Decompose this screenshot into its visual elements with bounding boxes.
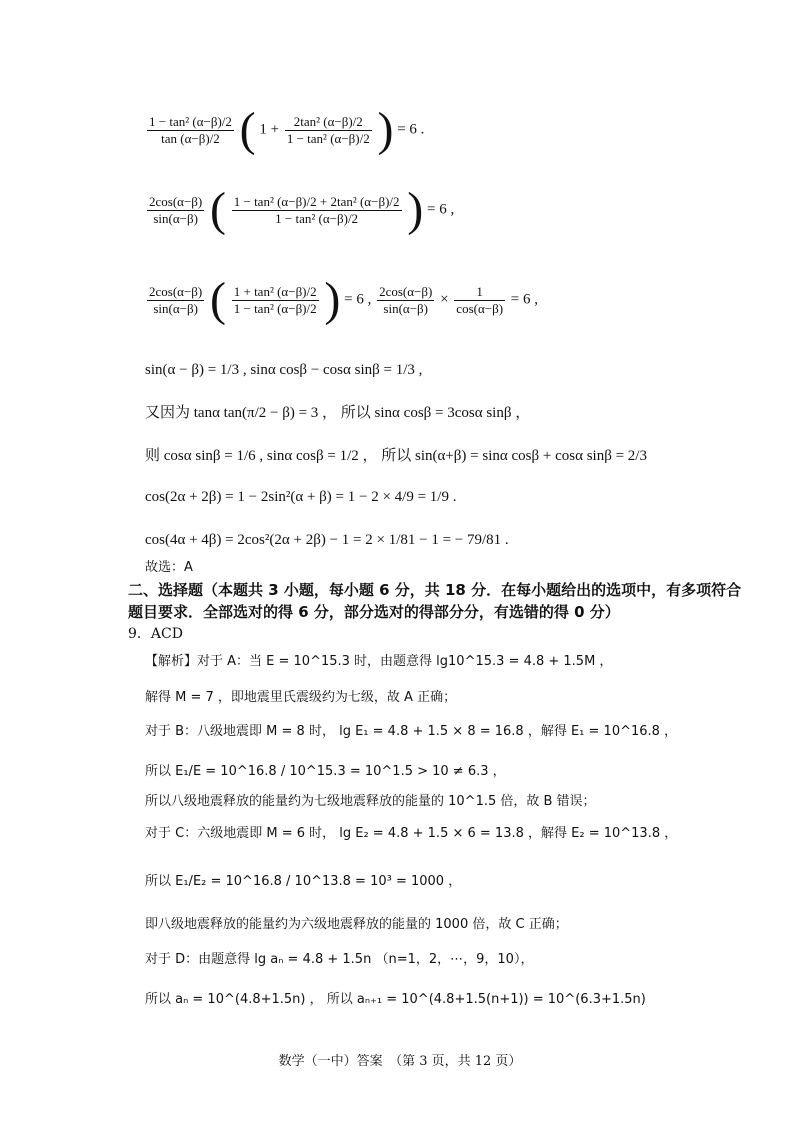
- equation-1: $\frac{\text{1 − tan² (α−β)/2}}{\tan (\alpha-\beta)/2}$ ( 1 + $\frac{\text{2tan² (α−β)/2}}{\text{1 − tan² (α−β)/2}}$ ) = 6 .: [149, 103, 425, 156]
- equation-3: $\frac{2\cos(\alpha-\beta)}{\sin(\alpha-\beta)}$ ( $\frac{\text{1 + tan² (α−β)/2}}{\text{1 − tan² (α−β)/2}}$ ) = 6 , $\frac{2\cos(\alpha-\beta)}{\sin(\alpha-\beta)}$ × $\frac{1}{\cos(\alpha-\beta)}$ = 6 ,: [149, 273, 539, 326]
- q9-line-1: 【解析】对于 A：当 E = 10^15.3 时，由题意得 lg10^15.3 = 4.8 + 1.5M ，: [145, 654, 613, 669]
- eq3-mid: = 6 ,: [344, 291, 372, 308]
- eq3-lhs-den: sin(α−β): [153, 300, 198, 316]
- eq2-inner-den: 1 − tan² (α−β)/2: [275, 210, 359, 226]
- q9-line-6: 对于 C：六级地震即 M = 6 时， lg E₂ = 4.8 + 1.5 × 6 = 13.8 ，解得 E₂ = 10^13.8 ，: [145, 826, 678, 841]
- eq3-b-num: 2cos(α−β): [379, 283, 433, 299]
- equation-6: 则 cosα sinβ = 1/6 , sinα cosβ = 1/2 ， 所以 sin(α+β) = sinα cosβ + cosα sinβ = 2/3: [145, 448, 647, 464]
- eq2-inner-num: 1 − tan² (α−β)/2 + 2tan² (α−β)/2: [233, 193, 400, 209]
- eq3-c-den: cos(α−β): [456, 300, 504, 316]
- eq1-inner-num: 2tan² (α−β)/2: [285, 114, 372, 131]
- eq3-rhs: = 6 ,: [510, 291, 539, 308]
- q9-line-8: 即八级地震释放的能量约为六级地震释放的能量的 1000 倍，故 C 正确；: [145, 917, 568, 932]
- eq3-c-num: 1: [454, 284, 505, 301]
- equation-5: 又因为 tanα tan(π/2 − β) = 3 ， 所以 sinα cosβ = 3cosα sinβ ，: [145, 405, 531, 421]
- eq2-lhs-num: 2cos(α−β): [149, 193, 203, 209]
- eq1-lhs-den: tan (α−β)/2: [161, 130, 220, 146]
- eq1-lhs-num: 1 − tan² (α−β)/2: [149, 113, 232, 129]
- q9-title: 9．ACD: [128, 626, 183, 642]
- q9-line-9: 对于 D：由题意得 lg aₙ = 4.8 + 1.5n （n=1，2，⋯，9，10），: [145, 952, 534, 967]
- section-2-heading-line1: 二、选择题（本题共 3 小题，每小题 6 分，共 18 分．在每小题给出的选项中，有多项符合: [128, 581, 742, 599]
- answer-8: 故选：A: [145, 560, 193, 575]
- q9-line-2: 解得 M = 7 ，即地震里氏震级约为七级，故 A 正确；: [145, 690, 457, 705]
- eq3-inner-den: 1 − tan² (α−β)/2: [233, 300, 317, 316]
- q9-line-7: 所以 E₁/E₂ = 10^16.8 / 10^13.8 = 10³ = 1000 ，: [145, 874, 462, 889]
- eq3-inner-num: 1 + tan² (α−β)/2: [233, 283, 317, 299]
- q9-line-10: 所以 aₙ = 10^(4.8+1.5n) ， 所以 aₙ₊₁ = 10^(4.8+1.5(n+1)) = 10^(6.3+1.5n): [145, 992, 646, 1007]
- eq3-b-den: sin(α−β): [383, 300, 428, 316]
- eq3-lhs-num: 2cos(α−β): [149, 283, 203, 299]
- equation-2: $\frac{2\cos(\alpha-\beta)}{\sin(\alpha-\beta)}$ ( $\frac{\text{1 − tan² (α−β)/2 + 2tan² (α−β)/2}}{\text{1 − tan² (α−β)/2}}$ ) = 6 ,: [149, 183, 455, 236]
- equation-7: cos(2α + 2β) = 1 − 2sin²(α + β) = 1 − 2 × 4/9 = 1/9 .: [145, 489, 457, 505]
- q9-line-3: 对于 B：八级地震即 M = 8 时， lg E₁ = 4.8 + 1.5 × 8 = 16.8 ，解得 E₁ = 10^16.8 ，: [145, 724, 678, 739]
- page-footer: 数学（一中）答案 （第 3 页，共 12 页）: [278, 1054, 522, 1069]
- eq2-rhs: = 6 ,: [427, 201, 455, 218]
- section-2-heading-line2: 题目要求．全部选对的得 6 分，部分选对的得部分分，有选错的得 0 分）: [128, 603, 620, 621]
- equation-8: cos(4α + 4β) = 2cos²(2α + 2β) − 1 = 2 × 1/81 − 1 = − 79/81 .: [145, 532, 509, 548]
- equation-4: sin(α − β) = 1/3 , sinα cosβ − cosα sinβ = 1/3 ,: [145, 362, 423, 378]
- eq1-inner-den: 1 − tan² (α−β)/2: [286, 130, 370, 146]
- q9-line-5: 所以八级地震释放的能量约为七级地震释放的能量的 10^1.5 倍，故 B 错误；: [145, 794, 596, 809]
- eq1-rhs: = 6 .: [397, 121, 425, 138]
- q9-line-4: 所以 E₁/E = 10^16.8 / 10^15.3 = 10^1.5 > 10 ≠ 6.3 ，: [145, 764, 506, 779]
- eq2-lhs-den: sin(α−β): [153, 210, 198, 226]
